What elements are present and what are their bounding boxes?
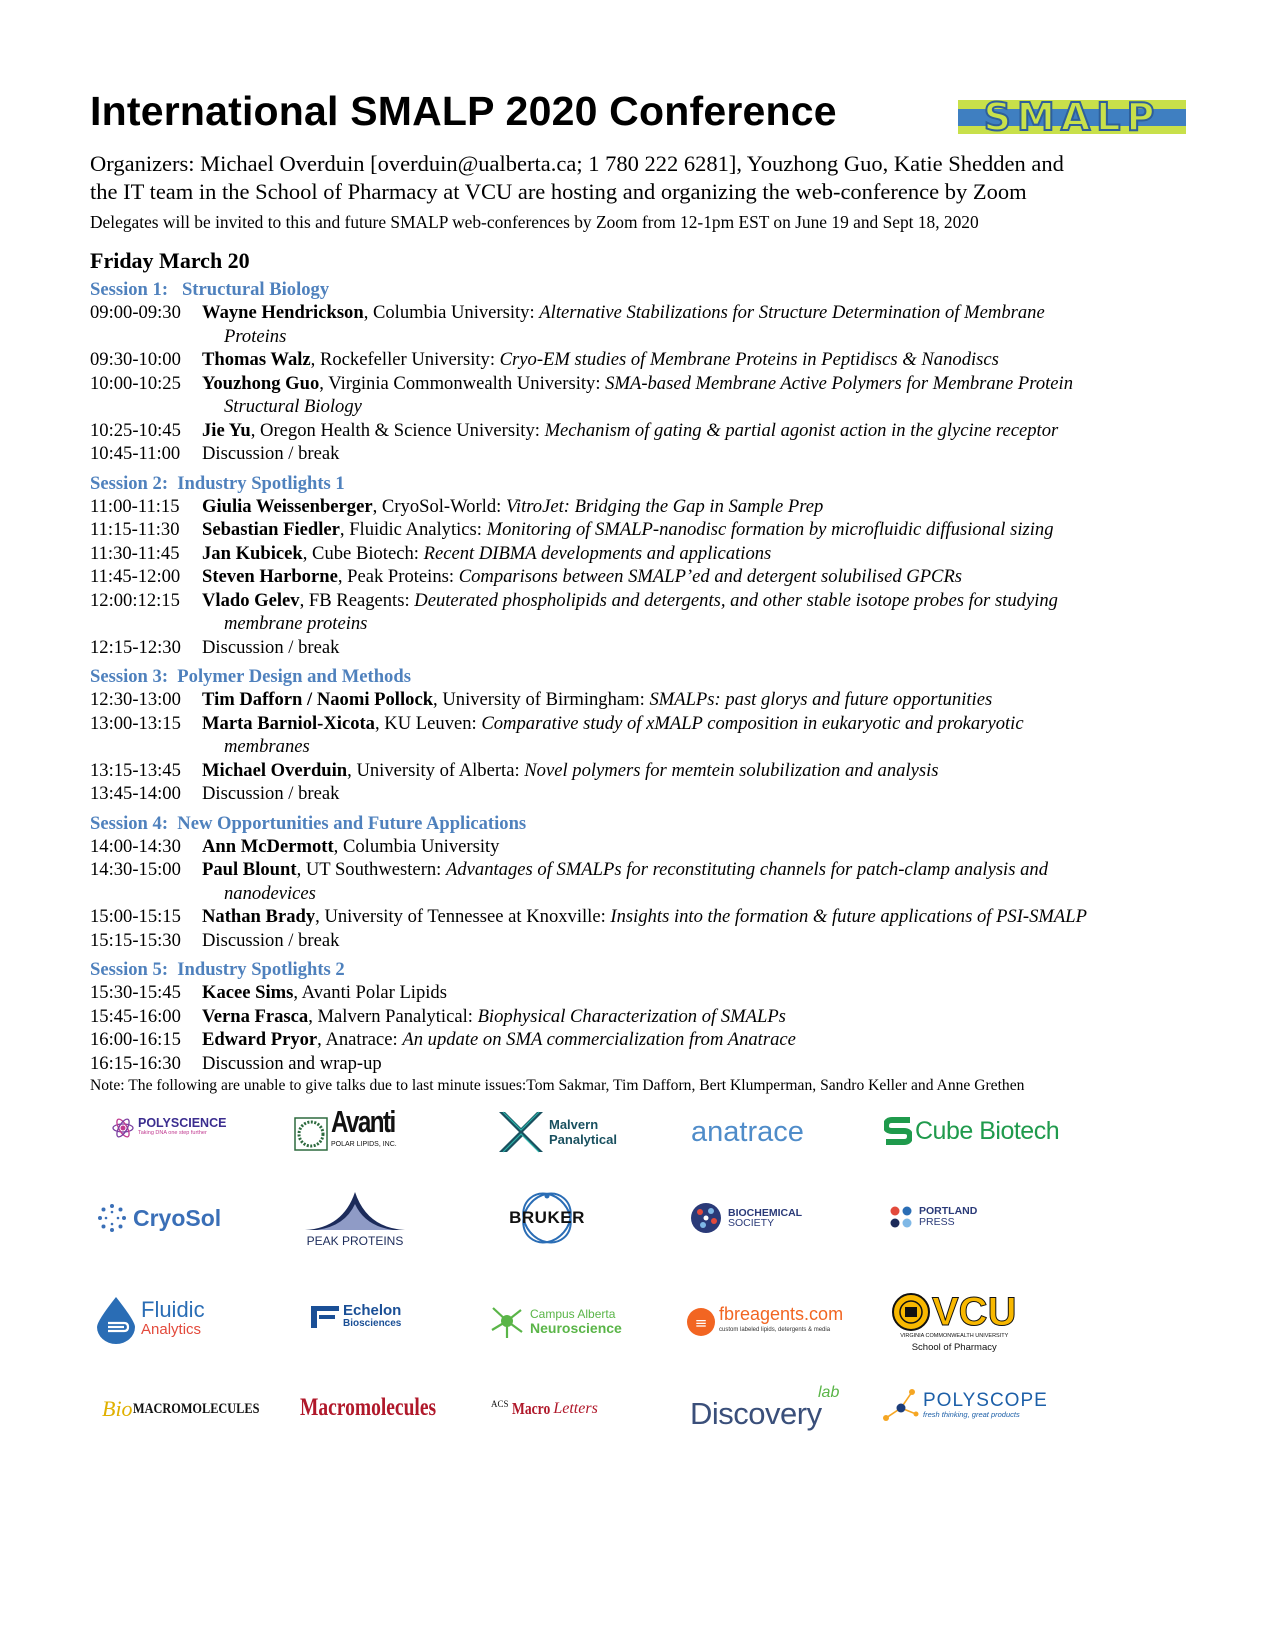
talk-affiliation: , Columbia University [333,835,500,857]
talk-topic-continued: Proteins [224,325,287,347]
biochemical-society-logo [689,1201,802,1235]
talk-time: 14:30-15:00 [90,859,181,880]
talk-speaker: Marta Barniol-Xicota [202,712,375,734]
talk-speaker: Paul Blount [202,859,297,880]
fbreagents-name: fbreagents.com [719,1304,844,1324]
talk-affiliation: , University of Birmingham: [433,689,650,710]
talk-time: 09:00-09:30 [90,302,181,323]
talk-time: 13:15-13:45 [90,759,181,781]
talk-time: 11:00-11:15 [90,495,180,517]
peak-proteins-logo [303,1188,407,1248]
talk-affiliation: , KU Leuven: [374,712,482,734]
talk-time: 15:00-15:15 [90,906,181,927]
session-heading: Session 3: Polymer Design and Methods [90,666,411,687]
talk-affiliation: , Fluidic Analytics: [339,519,487,540]
talk-affiliation: Discussion and wrap-up [202,1052,382,1074]
acs-macro-letters-logo [491,1399,598,1419]
talk-affiliation: Discussion / break [202,636,340,658]
polyscope-molecule-icon [882,1388,920,1428]
biochemical-line-1: BIOCHEMICAL [728,1207,803,1219]
talk-speaker: Vlado Gelev [202,589,300,611]
talk-time: 10:25-10:45 [90,419,181,441]
talk-affiliation: Discussion / break [202,783,340,804]
anatrace-name: anatrace [691,1116,804,1148]
biochemical-society-icon [689,1201,723,1235]
cube-biotech-logo [884,1116,1059,1146]
talk-topic: Recent DIBMA developments and applications [423,542,772,564]
avanti-sub: POLAR LIPIDS, INC. [331,1141,397,1148]
talk-time: 15:30-15:45 [90,982,181,1003]
talk-topic: Biophysical Characterization of SMALPs [477,1005,786,1027]
smalp-logo-text: SMALP [983,95,1161,139]
fbreagents-icon [686,1307,716,1337]
polyscope-logo [882,1388,1048,1428]
talk-affiliation: , UT Southwestern: [296,859,446,880]
talk-affiliation: , Columbia University: [363,302,540,323]
session-heading: Session 4: New Opportunities and Future Applications [90,812,527,834]
talk-affiliation: , Virginia Commonwealth University: [319,372,606,394]
cancellation-note: Note: The following are unable to give talks due to last minute issues:Tom Sakmar, Tim Dafforn, Bert Klumperman, Sandro Keller and Anne Grethen [90,1077,1025,1094]
svg-text:≡: ≡ [694,1314,708,1332]
session-heading: Session 5: Industry Spotlights 2 [90,959,345,980]
malvern-line-1: Malvern [549,1117,599,1132]
echelon-line-2: Biosciences [343,1318,402,1329]
organizers-line-2: the IT team in the School of Pharmacy at VCU are hosting and organizing the web-conference by Zoom [90,179,1027,204]
echelon-e-icon [309,1302,341,1332]
talk-speaker: Ann McDermott [202,835,334,857]
talk-affiliation: , Anatrace: [317,1029,403,1050]
talk-speaker: Tim Dafforn / Naomi Pollock [202,689,434,710]
polyscience-name: POLYSCIENCE [138,1116,227,1130]
anatrace-logo [691,1116,804,1149]
cube-biotech-name: Cube Biotech [915,1116,1060,1145]
fluidic-line-2: Analytics [141,1321,202,1338]
talk-topic: Insights into the formation & future applications of PSI-SMALP [610,906,1087,927]
polyscope-name: POLYSCOPE [923,1390,1048,1411]
talk-topic-continued: Structural Biology [224,396,362,417]
discovery-lab-logo [690,1384,840,1432]
portland-line-1: PORTLAND [919,1205,978,1217]
biomacro-prefix: Bio [102,1396,133,1421]
cryosol-logo [97,1203,221,1233]
fluidic-analytics-logo [95,1295,205,1345]
talk-topic: SMA-based Membrane Active Polymers for Membrane Protein [605,372,1073,394]
talk-topic-continued: membranes [224,736,310,757]
malvern-line-2: Panalytical [549,1132,617,1147]
avanti-logo [294,1104,413,1154]
cube-s-icon [884,1116,912,1146]
avanti-ring-icon [294,1117,328,1151]
talk-time: 09:30-10:00 [90,349,181,370]
vcu-school: School of Pharmacy [911,1342,997,1353]
talk-affiliation: , Cube Biotech: [302,542,424,564]
session-heading: Session 1: Structural Biology [90,279,330,300]
fluidic-line-1: Fluidic [141,1297,205,1322]
vcu-seal-icon [892,1293,930,1331]
discovery-name: Discovery [690,1396,822,1431]
portland-line-2: PRESS [919,1216,955,1228]
talk-time: 14:00-14:30 [90,835,181,857]
talk-speaker: Kacee Sims [202,982,294,1003]
campus-alberta-neuroscience-logo [488,1302,622,1340]
campus-line-2: Neuroscience [530,1320,622,1336]
talk-time: 16:15-16:30 [90,1052,181,1074]
echelon-line-1: Echelon [343,1302,402,1319]
talk-affiliation: , Peak Proteins: [337,566,459,587]
atom-icon [112,1117,134,1139]
day-heading: Friday March 20 [90,248,250,273]
talk-affiliation: , Rockefeller University: [310,349,500,370]
talk-speaker: Michael Overduin [202,759,348,781]
page-title: International SMALP 2020 Conference [90,88,837,134]
avanti-name: Avanti [331,1104,395,1139]
talk-topic: An update on SMA commercialization from Anatrace [402,1029,796,1050]
talk-topic: Comparative study of xMALP composition in eukaryotic and prokaryotic [481,712,1024,734]
talk-speaker: Thomas Walz [202,349,311,370]
talk-affiliation: , Oregon Health & Science University: [250,419,545,441]
talk-affiliation: , FB Reagents: [299,589,415,611]
talk-topic: Cryo-EM studies of Membrane Proteins in Peptidiscs & Nanodiscs [499,349,999,370]
polyscience-logo [112,1117,226,1139]
talk-topic: Deuterated phospholipids and detergents, and other stable isotope probes for studying [414,589,1058,611]
acs-macro-prefix: ACS [491,1399,509,1409]
malvern-x-icon [497,1110,545,1154]
talk-time: 13:00-13:15 [90,712,181,734]
fbreagents-logo [686,1306,843,1338]
portland-press-icon [888,1204,914,1230]
talk-topic: Mechanism of gating & partial agonist action in the glycine receptor [544,419,1059,441]
campus-line-1: Campus Alberta [530,1307,616,1321]
talk-time: 10:00-10:25 [90,372,181,394]
talk-topic: SMALPs: past glorys and future opportunities [649,689,993,710]
organizers-line-1: Organizers: Michael Overduin [overduin@ualberta.ca; 1 780 222 6281], Youzhong Guo, Katie Shedden and [90,151,1064,176]
talk-speaker: Jie Yu [202,419,251,441]
talk-time: 12:00:12:15 [90,589,180,611]
fbreagents-tagline: custom labeled lipids, detergents & media [719,1327,831,1333]
talk-affiliation: , University of Tennessee at Knoxville: [315,906,611,927]
malvern-panalytical-logo [497,1110,617,1154]
talk-affiliation: Discussion / break [202,443,340,464]
talk-time: 13:45-14:00 [90,783,181,804]
talk-topic-continued: membrane proteins [224,613,368,634]
cryosol-name: CryoSol [133,1204,222,1231]
talk-affiliation: , Avanti Polar Lipids [293,982,447,1003]
vcu-school-of-pharmacy-logo [892,1292,1016,1353]
cryosol-dots-icon [97,1203,127,1233]
talk-speaker: Nathan Brady [202,906,316,927]
polyscope-tagline: fresh thinking, great products [923,1410,1020,1419]
talk-speaker: Edward Pryor [202,1029,318,1050]
talk-speaker: Wayne Hendrickson [202,302,364,323]
talk-speaker: Sebastian Fiedler [202,519,340,540]
talk-time: 11:45-12:00 [90,566,181,587]
neuron-icon [488,1302,526,1340]
talk-affiliation: , Malvern Panalytical: [308,1005,478,1027]
session-heading: Session 2: Industry Spotlights 1 [90,472,345,494]
talk-topic: VitroJet: Bridging the Gap in Sample Prep [505,495,824,517]
acs-macro-name: Macro [511,1399,550,1418]
talk-time: 10:45-11:00 [90,443,181,464]
delegates-note: Delegates will be invited to this and future SMALP web-conferences by Zoom from 12-1pm EST on June 19 and Sept 18, 2020 [90,212,979,232]
talk-speaker: Giulia Weissenberger [202,495,373,517]
talk-topic: Advantages of SMALPs for reconstituting channels for patch-clamp analysis and [446,859,1048,880]
talk-topic: Comparisons between SMALP’ed and detergent solubilised GPCRs [458,566,963,587]
talk-time: 15:45-16:00 [90,1005,181,1027]
bruker-name: BRUKER [509,1208,585,1227]
talk-affiliation: , University of Alberta: [347,759,525,781]
talk-time: 12:15-12:30 [90,636,181,658]
talk-time: 16:00-16:15 [90,1029,181,1050]
talk-speaker: Youzhong Guo [202,372,320,394]
talk-speaker: Steven Harborne [202,566,338,587]
biomacro-name: MACROMOLECULES [132,1400,259,1417]
discovery-lab: lab [818,1384,840,1401]
acs-macro-suffix: Letters [553,1400,598,1417]
peak-curve-icon [303,1188,407,1232]
talk-topic: Alternative Stabilizations for Structure Determination of Membrane [539,302,1045,323]
talk-speaker: Verna Frasca [202,1005,309,1027]
talk-topic: Monitoring of SMALP-nanodisc formation by microfluidic diffusional sizing [486,519,1054,540]
polyscience-tagline: Taking DNA one step further [138,1130,207,1136]
talk-topic: Novel polymers for memtein solubilization and analysis [524,759,939,781]
talk-time: 12:30-13:00 [90,689,181,710]
vcu-sub: VIRGINIA COMMONWEALTH UNIVERSITY [900,1333,1009,1339]
portland-press-logo [888,1204,977,1230]
macromolecules-logo [300,1394,474,1422]
vcu-name: VCU [932,1290,1017,1334]
biochemical-line-2: SOCIETY [728,1217,775,1229]
talk-time: 11:15-11:30 [90,519,180,540]
macromolecules-name: Macromolecules [300,1394,437,1421]
peak-proteins-name: PEAK PROTEINS [306,1234,404,1248]
fluidic-drop-icon [95,1295,137,1345]
talk-time: 15:15-15:30 [90,929,181,951]
bruker-logo [498,1190,596,1246]
talk-speaker: Jan Kubicek [202,542,303,564]
talk-affiliation: Discussion / break [202,929,340,951]
talk-time: 11:30-11:45 [90,542,180,564]
biomacromolecules-logo [102,1396,287,1422]
talk-topic-continued: nanodevices [224,882,316,904]
talk-affiliation: , CryoSol-World: [372,495,506,517]
echelon-biosciences-logo [309,1302,401,1332]
